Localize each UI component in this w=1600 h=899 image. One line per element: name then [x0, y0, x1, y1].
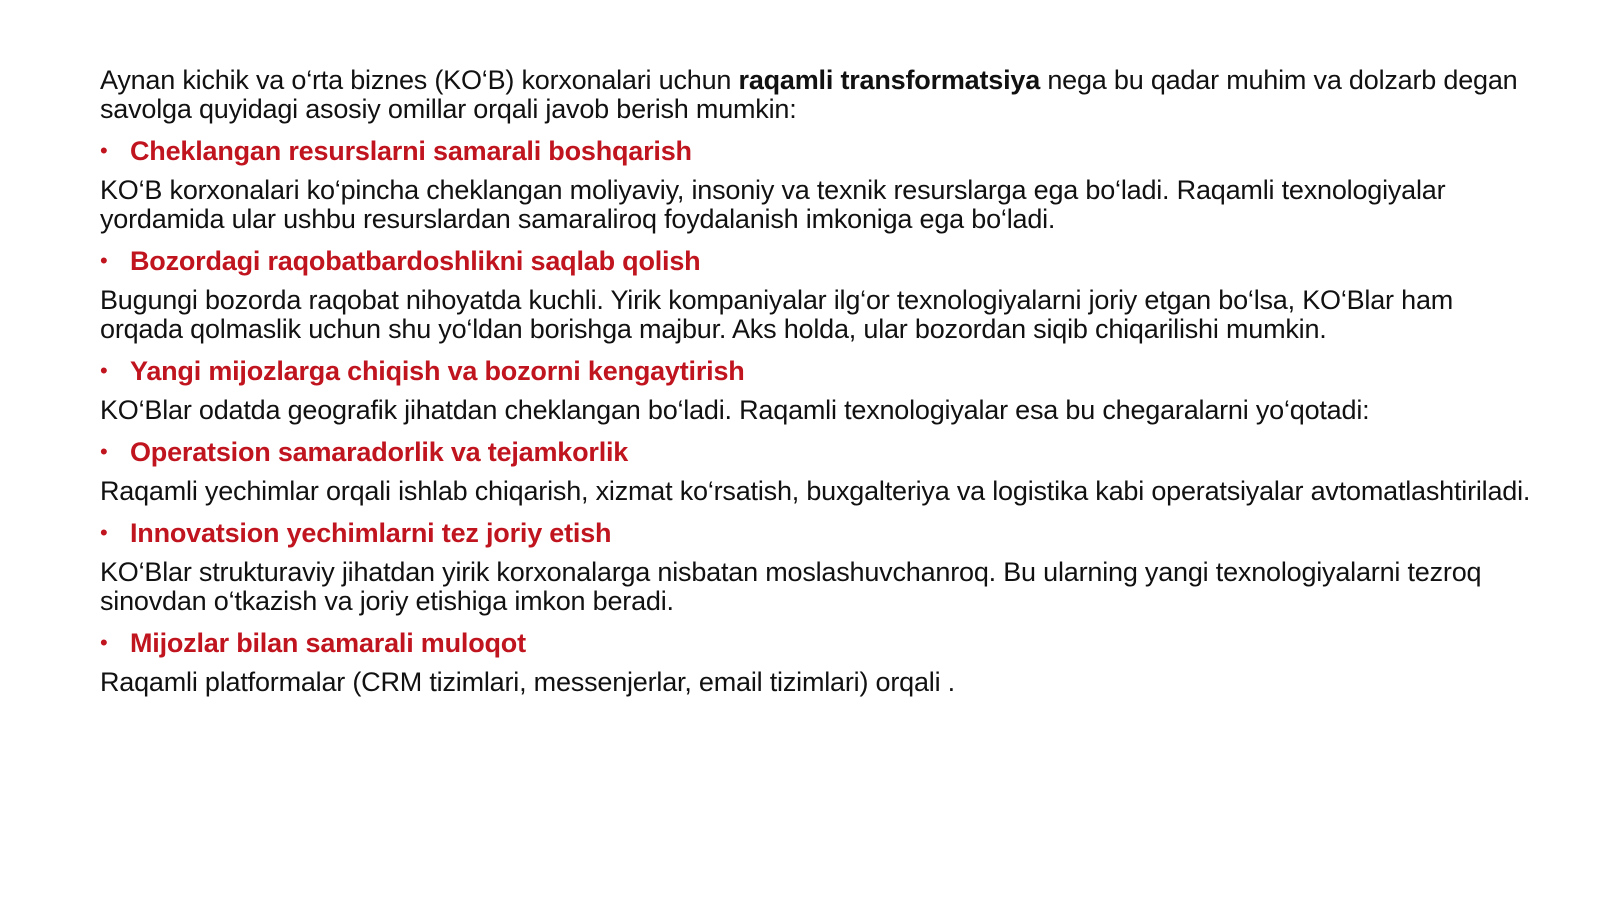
slide-content [100, 66, 1540, 707]
section-body-new-customers: KO‘Blar odatda geografik jihatdan cheklangan bo‘ladi. Raqamli texnologiyalar esa bu chegaralarni yo‘qotadi: [100, 395, 1370, 425]
section-heading-text: Innovatsion yechimlarni tez joriy etish [130, 517, 612, 548]
intro-text-end: nega bu qadar muhim va dolzarb degan savolga quyidagi asosiy omillar orqali javob berish mumkin: [100, 65, 1518, 124]
section-body-resources: KO‘B korxonalari ko‘pincha cheklangan moliyaviy, insoniy va texnik resurslarga ega bo‘ladi. Raqamli texnologiyalar yordamida ular ushbu resurslardan samaraliroq foydalanish imkoniga ega bo‘ladi. [100, 175, 1446, 234]
bullet-icon: • [100, 248, 108, 273]
bullet-icon: • [100, 439, 108, 464]
section-heading-text: Mijozlar bilan samarali muloqot [130, 627, 526, 658]
section-heading-efficiency [100, 435, 1540, 469]
section-heading-innovation [100, 516, 1540, 550]
bullet-icon: • [100, 630, 108, 655]
section-heading-communication [100, 626, 1540, 660]
section-heading-text: Yangi mijozlarga chiqish va bozorni kengaytirish [130, 355, 745, 386]
section-body-communication: Raqamli platformalar (CRM tizimlari, messenjerlar, email tizimlari) orqali . [100, 667, 955, 697]
bullet-icon: • [100, 520, 108, 545]
intro-text-start: Aynan kichik va o‘rta biznes (KO‘B) korxonalari uchun [100, 65, 739, 95]
section-heading-new-customers [100, 354, 1540, 388]
bullet-icon: • [100, 138, 108, 163]
section-body-efficiency: Raqamli yechimlar orqali ishlab chiqarish, xizmat ko‘rsatish, buxgalteriya va logistika kabi operatsiyalar avtomatlashtiriladi. [100, 476, 1531, 506]
bullet-icon: • [100, 358, 108, 383]
section-heading-text: Bozordagi raqobatbardoshlikni saqlab qolish [130, 245, 701, 276]
section-body-competition: Bugungi bozorda raqobat nihoyatda kuchli. Yirik kompaniyalar ilg‘or texnologiyalarni joriy etgan bo‘lsa, KO‘Blar ham orqada qolmaslik uchun shu yo‘ldan borishga majbur. Aks holda, ular bozordan siqib chiqarilishi mumkin. [100, 285, 1454, 344]
section-body-innovation: KO‘Blar strukturaviy jihatdan yirik korxonalarga nisbatan moslashuvchanroq. Bu ularning yangi texnologiyalarni tezroq sinovdan o‘tkazish va joriy etishiga imkon beradi. [100, 557, 1482, 616]
section-heading-competition [100, 244, 1540, 278]
section-heading-text: Cheklangan resurslarni samarali boshqarish [130, 135, 692, 166]
intro-emphasis: raqamli transformatsiya [738, 65, 1041, 95]
intro-paragraph [100, 66, 1540, 124]
section-heading-text: Operatsion samaradorlik va tejamkorlik [130, 436, 629, 467]
section-heading-resources [100, 134, 1540, 168]
